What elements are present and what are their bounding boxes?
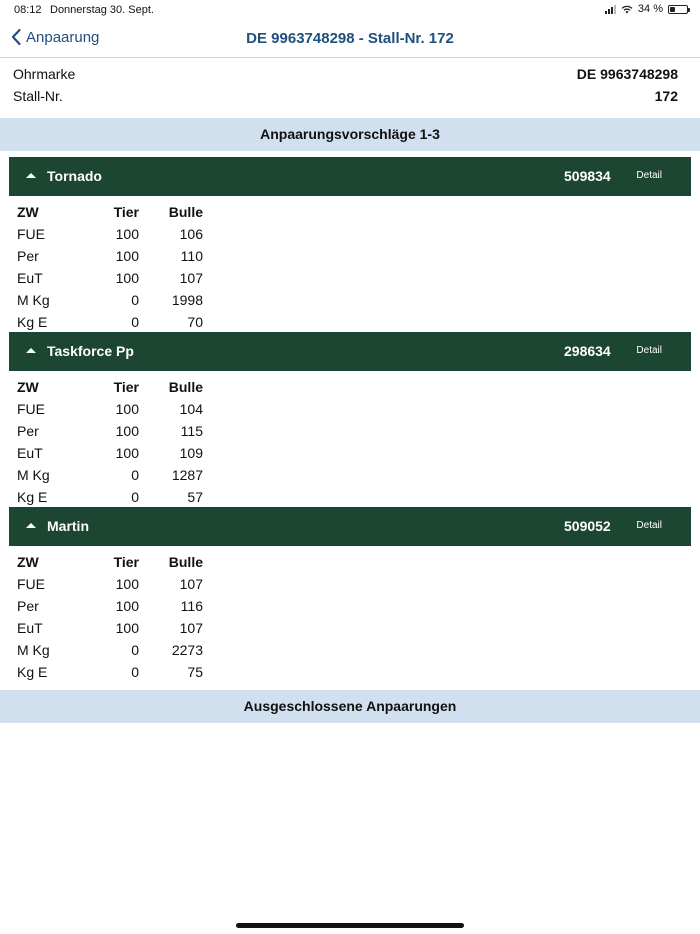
page-title: DE 9963748298 - Stall-Nr. 172 [246, 30, 454, 47]
back-button[interactable] [10, 28, 99, 46]
column-header-zw: ZW [17, 554, 39, 570]
info-row-stall-nr [0, 86, 700, 108]
caret-up-icon [26, 348, 36, 353]
info-label: Ohrmarke [13, 66, 76, 82]
detail-link[interactable]: Detail [636, 345, 662, 356]
status-bar [0, 0, 700, 20]
table-row [9, 268, 691, 290]
home-indicator[interactable] [236, 923, 464, 928]
info-value: DE 9963748298 [576, 66, 678, 82]
cell-zw: EuT [17, 270, 43, 286]
group-header-toggle[interactable] [9, 332, 691, 371]
cell-bulle: 110 [180, 248, 203, 264]
detail-link[interactable]: Detail [636, 520, 662, 531]
cell-bulle: 106 [179, 226, 203, 242]
cell-tier: 0 [131, 467, 139, 483]
group-header-toggle[interactable] [9, 507, 691, 546]
cell-tier: 100 [115, 226, 139, 242]
cell-bulle: 2273 [171, 642, 203, 658]
cell-zw: M Kg [17, 292, 50, 308]
wifi-icon [621, 5, 633, 14]
cell-tier: 0 [131, 292, 139, 308]
table-row [9, 399, 691, 421]
table-row [9, 618, 691, 640]
column-header-bulle: Bulle [168, 379, 203, 395]
table-row [9, 246, 691, 268]
cell-bulle: 116 [180, 598, 203, 614]
cell-zw: Kg E [17, 489, 48, 505]
cell-zw: Kg E [17, 314, 48, 330]
cell-zw: Kg E [17, 664, 48, 680]
navigation-bar [0, 20, 700, 58]
cell-bulle: 109 [179, 445, 203, 461]
status-date: Donnerstag 30. Sept. [50, 4, 154, 16]
cell-tier: 100 [115, 401, 139, 417]
cell-zw: EuT [17, 620, 43, 636]
proposal-group [9, 332, 691, 509]
breeding-values-table [9, 552, 691, 684]
cell-bulle: 107 [179, 620, 203, 636]
column-header-tier: Tier [113, 554, 139, 570]
bull-number: 298634 [564, 343, 611, 359]
cell-bulle: 107 [179, 576, 203, 592]
cell-tier: 0 [131, 664, 139, 680]
chevron-left-icon [10, 28, 22, 46]
bull-number: 509834 [564, 168, 611, 184]
bull-number: 509052 [564, 518, 611, 534]
cell-tier: 100 [115, 620, 139, 636]
status-time: 08:12 [14, 4, 42, 16]
breeding-values-table [9, 202, 691, 334]
cell-zw: M Kg [17, 642, 50, 658]
cell-bulle: 115 [180, 423, 203, 439]
section-header-proposals: Anpaarungsvorschläge 1-3 [0, 118, 700, 151]
table-row [9, 465, 691, 487]
bull-name: Tornado [47, 168, 102, 184]
cell-zw: Per [17, 423, 39, 439]
cell-tier: 100 [115, 423, 139, 439]
cell-bulle: 57 [187, 489, 203, 505]
table-header-row [9, 202, 691, 224]
cell-zw: M Kg [17, 467, 50, 483]
proposal-group [9, 507, 691, 684]
caret-up-icon [26, 173, 36, 178]
table-row [9, 596, 691, 618]
info-value: 172 [654, 88, 678, 104]
cell-bulle: 104 [179, 401, 203, 417]
bull-name: Taskforce Pp [47, 343, 134, 359]
cell-tier: 100 [115, 576, 139, 592]
table-row [9, 640, 691, 662]
animal-info [0, 64, 700, 108]
group-header-toggle[interactable] [9, 157, 691, 196]
cell-bulle: 75 [187, 664, 203, 680]
column-header-tier: Tier [113, 204, 139, 220]
status-indicators [605, 3, 688, 15]
cell-tier: 0 [131, 314, 139, 330]
bull-name: Martin [47, 518, 89, 534]
battery-fill [670, 7, 675, 12]
battery-icon [668, 5, 688, 14]
battery-percent: 34 % [637, 3, 663, 15]
column-header-zw: ZW [17, 379, 39, 395]
cell-zw: FUE [17, 401, 45, 417]
table-row [9, 443, 691, 465]
column-header-zw: ZW [17, 204, 39, 220]
caret-up-icon [26, 523, 36, 528]
cell-zw: EuT [17, 445, 43, 461]
table-row [9, 574, 691, 596]
column-header-bulle: Bulle [168, 204, 203, 220]
table-row [9, 290, 691, 312]
cell-zw: Per [17, 248, 39, 264]
column-header-tier: Tier [113, 379, 139, 395]
table-row [9, 662, 691, 684]
table-header-row [9, 377, 691, 399]
breeding-values-table [9, 377, 691, 509]
cell-bulle: 107 [179, 270, 203, 286]
cellular-signal-icon [605, 5, 616, 14]
cell-bulle: 70 [187, 314, 203, 330]
cell-tier: 100 [115, 248, 139, 264]
detail-link[interactable]: Detail [636, 170, 662, 181]
cell-tier: 100 [115, 598, 139, 614]
info-row-ohrmarke [0, 64, 700, 86]
cell-zw: FUE [17, 226, 45, 242]
column-header-bulle: Bulle [168, 554, 203, 570]
cell-bulle: 1287 [171, 467, 203, 483]
table-row [9, 312, 691, 334]
info-label: Stall-Nr. [13, 88, 63, 104]
table-row [9, 487, 691, 509]
cell-tier: 100 [115, 270, 139, 286]
table-header-row [9, 552, 691, 574]
cell-zw: Per [17, 598, 39, 614]
section-header-excluded[interactable]: Ausgeschlossene Anpaarungen [0, 690, 700, 723]
back-button-label: Anpaarung [26, 28, 100, 46]
cell-zw: FUE [17, 576, 45, 592]
table-row [9, 421, 691, 443]
table-row [9, 224, 691, 246]
cell-tier: 0 [131, 489, 139, 505]
proposal-group [9, 157, 691, 334]
cell-bulle: 1998 [171, 292, 203, 308]
cell-tier: 100 [115, 445, 139, 461]
cell-tier: 0 [131, 642, 139, 658]
